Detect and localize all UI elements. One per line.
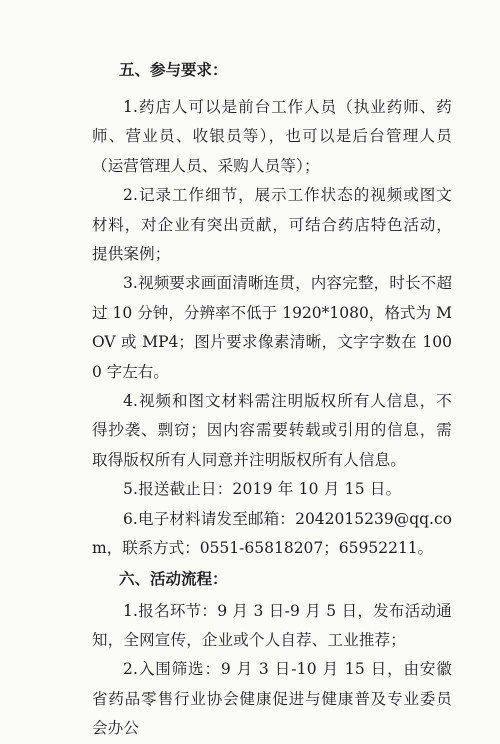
requirement-item-6: 6.电子材料请发至邮箱：2042015239@qq.com，联系方式：0551-65818207；65952211。: [92, 509, 452, 558]
section-heading-participation: 五、参与要求：: [119, 60, 228, 79]
section-participation-requirements: [92, 58, 452, 564]
requirement-item-4: 4.视频和图文材料需注明版权所有人信息，不得抄袭、剽窃；因内容需要转载或引用的信息，需取得版权所有人同意并注明版权所有人信息。: [92, 392, 452, 469]
process-item-2: 2.入围筛选：9 月 3 日-10 月 15 日，由安徽省药品零售行业协会健康促进与健康普及专业委员会办公: [92, 660, 452, 738]
process-item-1: 1.报名环节：9 月 3 日-9 月 5 日，发布活动通知，全网宣传，企业或个人自荐、工业推荐；: [92, 601, 452, 649]
requirement-item-2: 2.记录工作细节，展示工作状态的视频或图文材料，对企业有突出贡献，可结合药店特色活动，提供案例；: [92, 186, 452, 264]
requirement-item-3: 3.视频要求画面清晰连贯，内容完整，时长不超过 10 分钟，分辨率不低于 1920*1080，格式为 MOV 或 MP4；图片要求像素清晰，文字字数在 1000 字左右。: [92, 274, 452, 381]
section-heading-process: 六、活动流程：: [119, 568, 228, 588]
section-activity-process: [92, 567, 452, 744]
requirement-item-1: 1.药店人可以是前台工作人员（执业药师、药师、营业员、收银员等），也可以是后台管理人员（运营管理人员、采购人员等）；: [92, 98, 452, 175]
requirement-item-5: 5.报送截止日：2019 年 10 月 15 日。: [123, 480, 402, 499]
